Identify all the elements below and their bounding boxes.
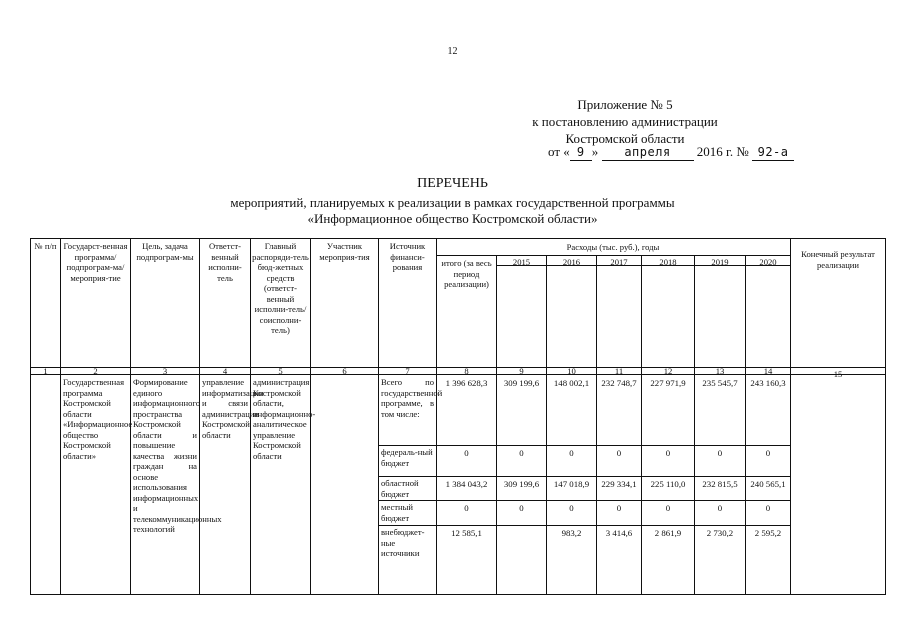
col-number-1: 1	[43, 366, 48, 376]
col-number-6: 6	[342, 366, 347, 376]
header-number: № п/п	[34, 241, 57, 251]
col-number-5: 5	[278, 366, 283, 376]
value-regional-2018: 225 110,0	[650, 479, 686, 489]
value-total-2020: 243 160,3	[750, 378, 786, 388]
col-number-12: 12	[663, 366, 673, 376]
col-number-10: 10	[567, 366, 576, 376]
document-subtitle-2: «Информационное общество Костромской области»	[307, 211, 598, 226]
value-federal-2017: 0	[616, 448, 622, 458]
value-federal-2020: 0	[765, 448, 771, 458]
header-expenses: Расходы (тыс. руб.), годы	[566, 242, 660, 252]
header-participant: Участник мероприя-тия	[319, 241, 370, 262]
header-distributor: Главный распоряди-тель бюд-жетных средств (ответст-венный исполни-тель/ соисполни-тель)	[252, 241, 309, 335]
value-federal-all: 0	[464, 448, 469, 458]
appendix-line-1: Приложение № 5	[577, 97, 673, 112]
value-extrabudget-2017: 3 414,6	[605, 528, 633, 538]
value-extrabudget-2020: 2 595,2	[754, 528, 782, 538]
value-local-all: 0	[464, 503, 469, 513]
value-regional-2015: 309 199,6	[503, 479, 540, 489]
header-total: итого (за весь период реализации)	[441, 258, 492, 289]
source-federal-label: федераль-ный бюджет	[381, 447, 433, 468]
col-number-7: 7	[405, 366, 410, 376]
value-total-all: 1 396 628,3	[445, 378, 488, 388]
row-distributor: администрация Костромской области, информационно-аналитическое управление Костромской области	[253, 377, 316, 461]
document-subtitle-1: мероприятий, планируемых к реализации в рамках государственной программы	[230, 195, 675, 210]
header-program: Государст-венная программа/ подпрограм-ма/ мероприя-тие	[63, 241, 128, 283]
row-goal: Формирование единого информационного пространства Костромской области и повышение качества жизни граждан на основе использования информационных и телекоммуникационных технологий	[133, 377, 222, 534]
header-year-2017: 2017	[610, 257, 628, 267]
value-extrabudget-2018: 2 861,9	[654, 528, 682, 538]
value-local-2016: 0	[569, 503, 574, 513]
col-number-11: 11	[614, 366, 624, 376]
value-federal-2015: 0	[519, 448, 524, 458]
header-year-2020: 2020	[759, 257, 777, 267]
value-federal-2018: 0	[665, 448, 671, 458]
value-federal-2019: 0	[717, 448, 723, 458]
col-number-8: 8	[464, 366, 469, 376]
header-goal: Цель, задача подпрограм-мы	[136, 241, 194, 262]
value-total-2016: 148 002,1	[553, 378, 590, 388]
row-program-name: Государственная программа Костромской области «Информационное общество Костромской области»	[63, 377, 133, 461]
value-local-2017: 0	[616, 503, 622, 513]
col-number-4: 4	[222, 366, 228, 376]
appendix-date-line	[548, 144, 794, 161]
date-mid: »	[591, 144, 599, 159]
value-total-2018: 227 971,9	[650, 378, 686, 388]
col-number-15: 15	[833, 369, 843, 379]
value-total-2015: 309 199,6	[503, 378, 540, 388]
value-regional-2017: 229 334,1	[601, 479, 637, 489]
value-regional-2016: 147 018,9	[553, 479, 590, 489]
document-number: 92-а	[752, 145, 794, 161]
value-local-2015: 0	[519, 503, 524, 513]
header-result: Конечный результат реализации	[801, 249, 875, 270]
value-local-2018: 0	[665, 503, 671, 513]
header-year-2015: 2015	[512, 257, 531, 267]
value-local-2020: 0	[765, 503, 771, 513]
col-number-14: 14	[763, 366, 773, 376]
value-total-2019: 235 545,7	[702, 378, 738, 388]
row-responsible: управление информатизации и связи администрации Костромской области	[202, 377, 264, 440]
col-number-13: 13	[715, 366, 725, 376]
header-year-2016: 2016	[562, 257, 581, 267]
appendix-line-3: Костромской области	[565, 131, 685, 146]
col-number-3: 3	[162, 366, 168, 376]
value-local-2019: 0	[717, 503, 723, 513]
value-regional-2020: 240 565,1	[750, 479, 786, 489]
col-number-9: 9	[519, 366, 524, 376]
appendix-line-2: к постановлению администрации	[532, 114, 718, 129]
source-regional-label: областной бюджет	[381, 478, 419, 499]
header-responsible: Ответст-венный исполни-тель	[208, 241, 242, 283]
page-number: 12	[447, 46, 458, 57]
header-source: Источник финанси-рования	[389, 241, 426, 272]
value-extrabudget-2019: 2 730,2	[706, 528, 734, 538]
date-month: апреля	[602, 145, 694, 161]
document-title: ПЕРЕЧЕНЬ	[417, 176, 488, 191]
value-federal-2016: 0	[569, 448, 574, 458]
header-year-2018: 2018	[659, 257, 677, 267]
value-regional-all: 1 384 043,2	[445, 479, 488, 489]
date-year: 2016 г. №	[696, 144, 749, 159]
value-regional-2019: 232 815,5	[702, 479, 738, 489]
col-number-2: 2	[93, 366, 98, 376]
value-total-2017: 232 748,7	[601, 378, 637, 388]
date-day: 9	[570, 145, 592, 161]
source-local-label: местный бюджет	[381, 502, 414, 523]
date-prefix: от «	[548, 144, 570, 159]
source-total-label: Всего по государственной программе, в том числе:	[381, 377, 443, 419]
header-year-2019: 2019	[711, 257, 729, 267]
value-extrabudget-all: 12 585,1	[451, 528, 482, 538]
source-extrabudget-label: внебюджет-ные источники	[381, 527, 425, 558]
value-extrabudget-2016: 983,2	[561, 528, 582, 538]
